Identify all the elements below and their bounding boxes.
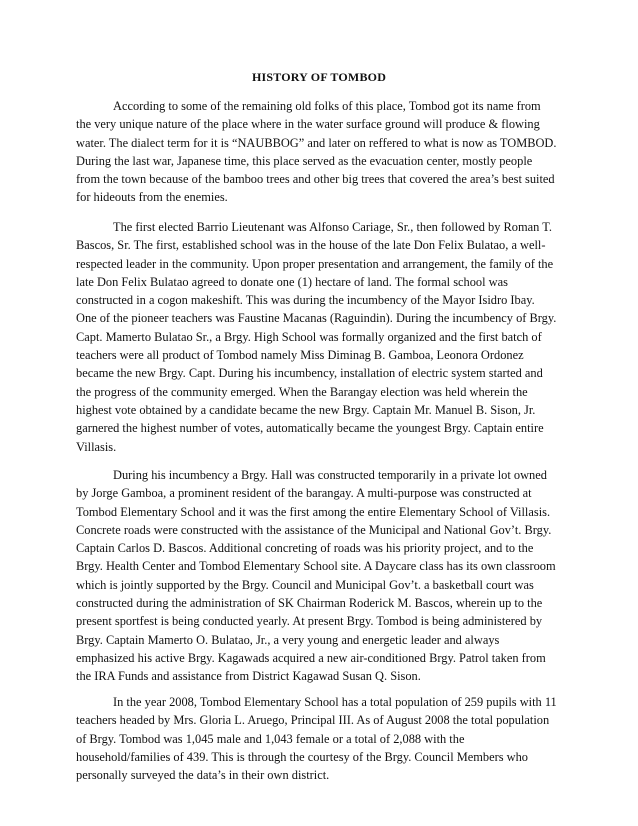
text-line: teachers headed by Mrs. Gloria L. Aruego, Principal III. As of August 2008 the total population — [76, 713, 550, 728]
text-line: One of the pioneer teachers was Faustine Macanas (Raguindin). During the incumbency of Brgy. — [76, 311, 557, 326]
text-line: Brgy. Health Center and Tombod Elementary School site. A Daycare class has its own classroom — [76, 559, 556, 574]
text-line: household/families of 439. This is through the courtesy of the Brgy. Council Members who — [76, 749, 528, 764]
text-line: teachers were all product of Tombod namely Miss Diminag B. Gamboa, Leonora Ordonez — [76, 348, 524, 363]
text-line: the IRA Funds and assistance from District Kagawad Susan Q. Sison. — [76, 669, 421, 684]
paragraph-3 — [76, 466, 562, 686]
text-line: became the new Brgy. Capt. During his incumbency, installation of electric system started and — [76, 366, 543, 381]
text-line: Tombod Elementary School and it was the first among the entire Elementary School of Villasis. — [76, 504, 551, 519]
text-line: Brgy. Captain Mamerto O. Bulatao, Jr., a very young and energetic leader and always — [76, 632, 500, 647]
text-line: which is jointly supported by the Brgy. Council and Municipal Gov’t. a basketball court was — [76, 577, 534, 592]
text-line: Concrete roads were constructed with the assistance of the Municipal and National Gov’t. Brgy. — [76, 522, 552, 537]
text-line: emphasized his active Brgy. Kagawads acquired a new air-conditioned Brgy. Patrol taken from — [76, 650, 546, 665]
text-line: from the town because of the bamboo trees and other big trees that covered the area’s best suited — [76, 172, 555, 187]
text-line: for hideouts from the enemies. — [76, 190, 228, 205]
text-line: The first elected Barrio Lieutenant was Alfonso Cariage, Sr., then followed by Roman T. — [113, 220, 552, 234]
text-line: respected leader in the community. Upon proper presentation and arrangement, the family of the — [76, 256, 554, 271]
text-line: In the year 2008, Tombod Elementary School has a total population of 259 pupils with 11 — [113, 695, 557, 709]
text-line: constructed in a cogon makeshift. This was during the incumbency of the Mayor Isidro Ibay. — [76, 293, 535, 308]
text-line: During his incumbency a Brgy. Hall was constructed temporarily in a private lot owned — [113, 468, 547, 482]
paragraph-1 — [76, 97, 562, 207]
text-line: During the last war, Japanese time, this place served as the evacuation center, mostly people — [76, 153, 533, 168]
text-line: Villasis. — [76, 439, 117, 454]
document-title: HISTORY OF TOMBOD — [251, 70, 387, 84]
text-line: garnered the highest number of votes, automatically became the youngest Brgy. Captain entire — [76, 421, 544, 436]
paragraph-4 — [76, 693, 562, 784]
text-line: Captain Carlos D. Bascos. Additional concreting of roads was his priority project, and to the — [76, 541, 534, 556]
text-line: Capt. Mamerto Bulatao Sr., a Brgy. High School was formally organized and the first batch of — [76, 329, 542, 344]
text-line: highest vote obtained by a candidate became the new Brgy. Captain Mr. Manuel B. Sison, Jr. — [76, 402, 536, 417]
text-line: late Don Felix Bulatao agreed to donate one (1) hectare of land. The formal school was — [76, 274, 508, 289]
text-line: water. The dialect term for it is “NAUBBOG” and later on reffered to what is now as TOMBOD. — [76, 135, 557, 150]
text-line: Bascos, Sr. The first, established school was in the house of the late Don Felix Bulatao, a well- — [76, 238, 546, 253]
text-line: constructed during the administration of SK Chairman Roderick M. Bascos, wherein up to the — [76, 596, 543, 611]
text-line: by Jorge Gamboa, a prominent resident of the barangay. A multi-purpose was constructed at — [76, 486, 532, 501]
text-line: the progress of the community emerged. When the Barangay election was held wherein the — [76, 384, 528, 399]
text-line: present sportfest is being conducted yearly. At present Brgy. Tombod is being administered by — [76, 614, 543, 629]
paragraph-2 — [76, 218, 562, 456]
text-line: personally surveyed the data’s in their own district. — [76, 768, 330, 783]
text-line: of Brgy. Tombod was 1,045 male and 1,043 female or a total of 2,088 with the — [76, 731, 465, 746]
text-line: According to some of the remaining old folks of this place, Tombod got its name from — [113, 99, 541, 113]
text-line: the very unique nature of the place where in the water surface ground will produce & flowing — [76, 117, 540, 132]
